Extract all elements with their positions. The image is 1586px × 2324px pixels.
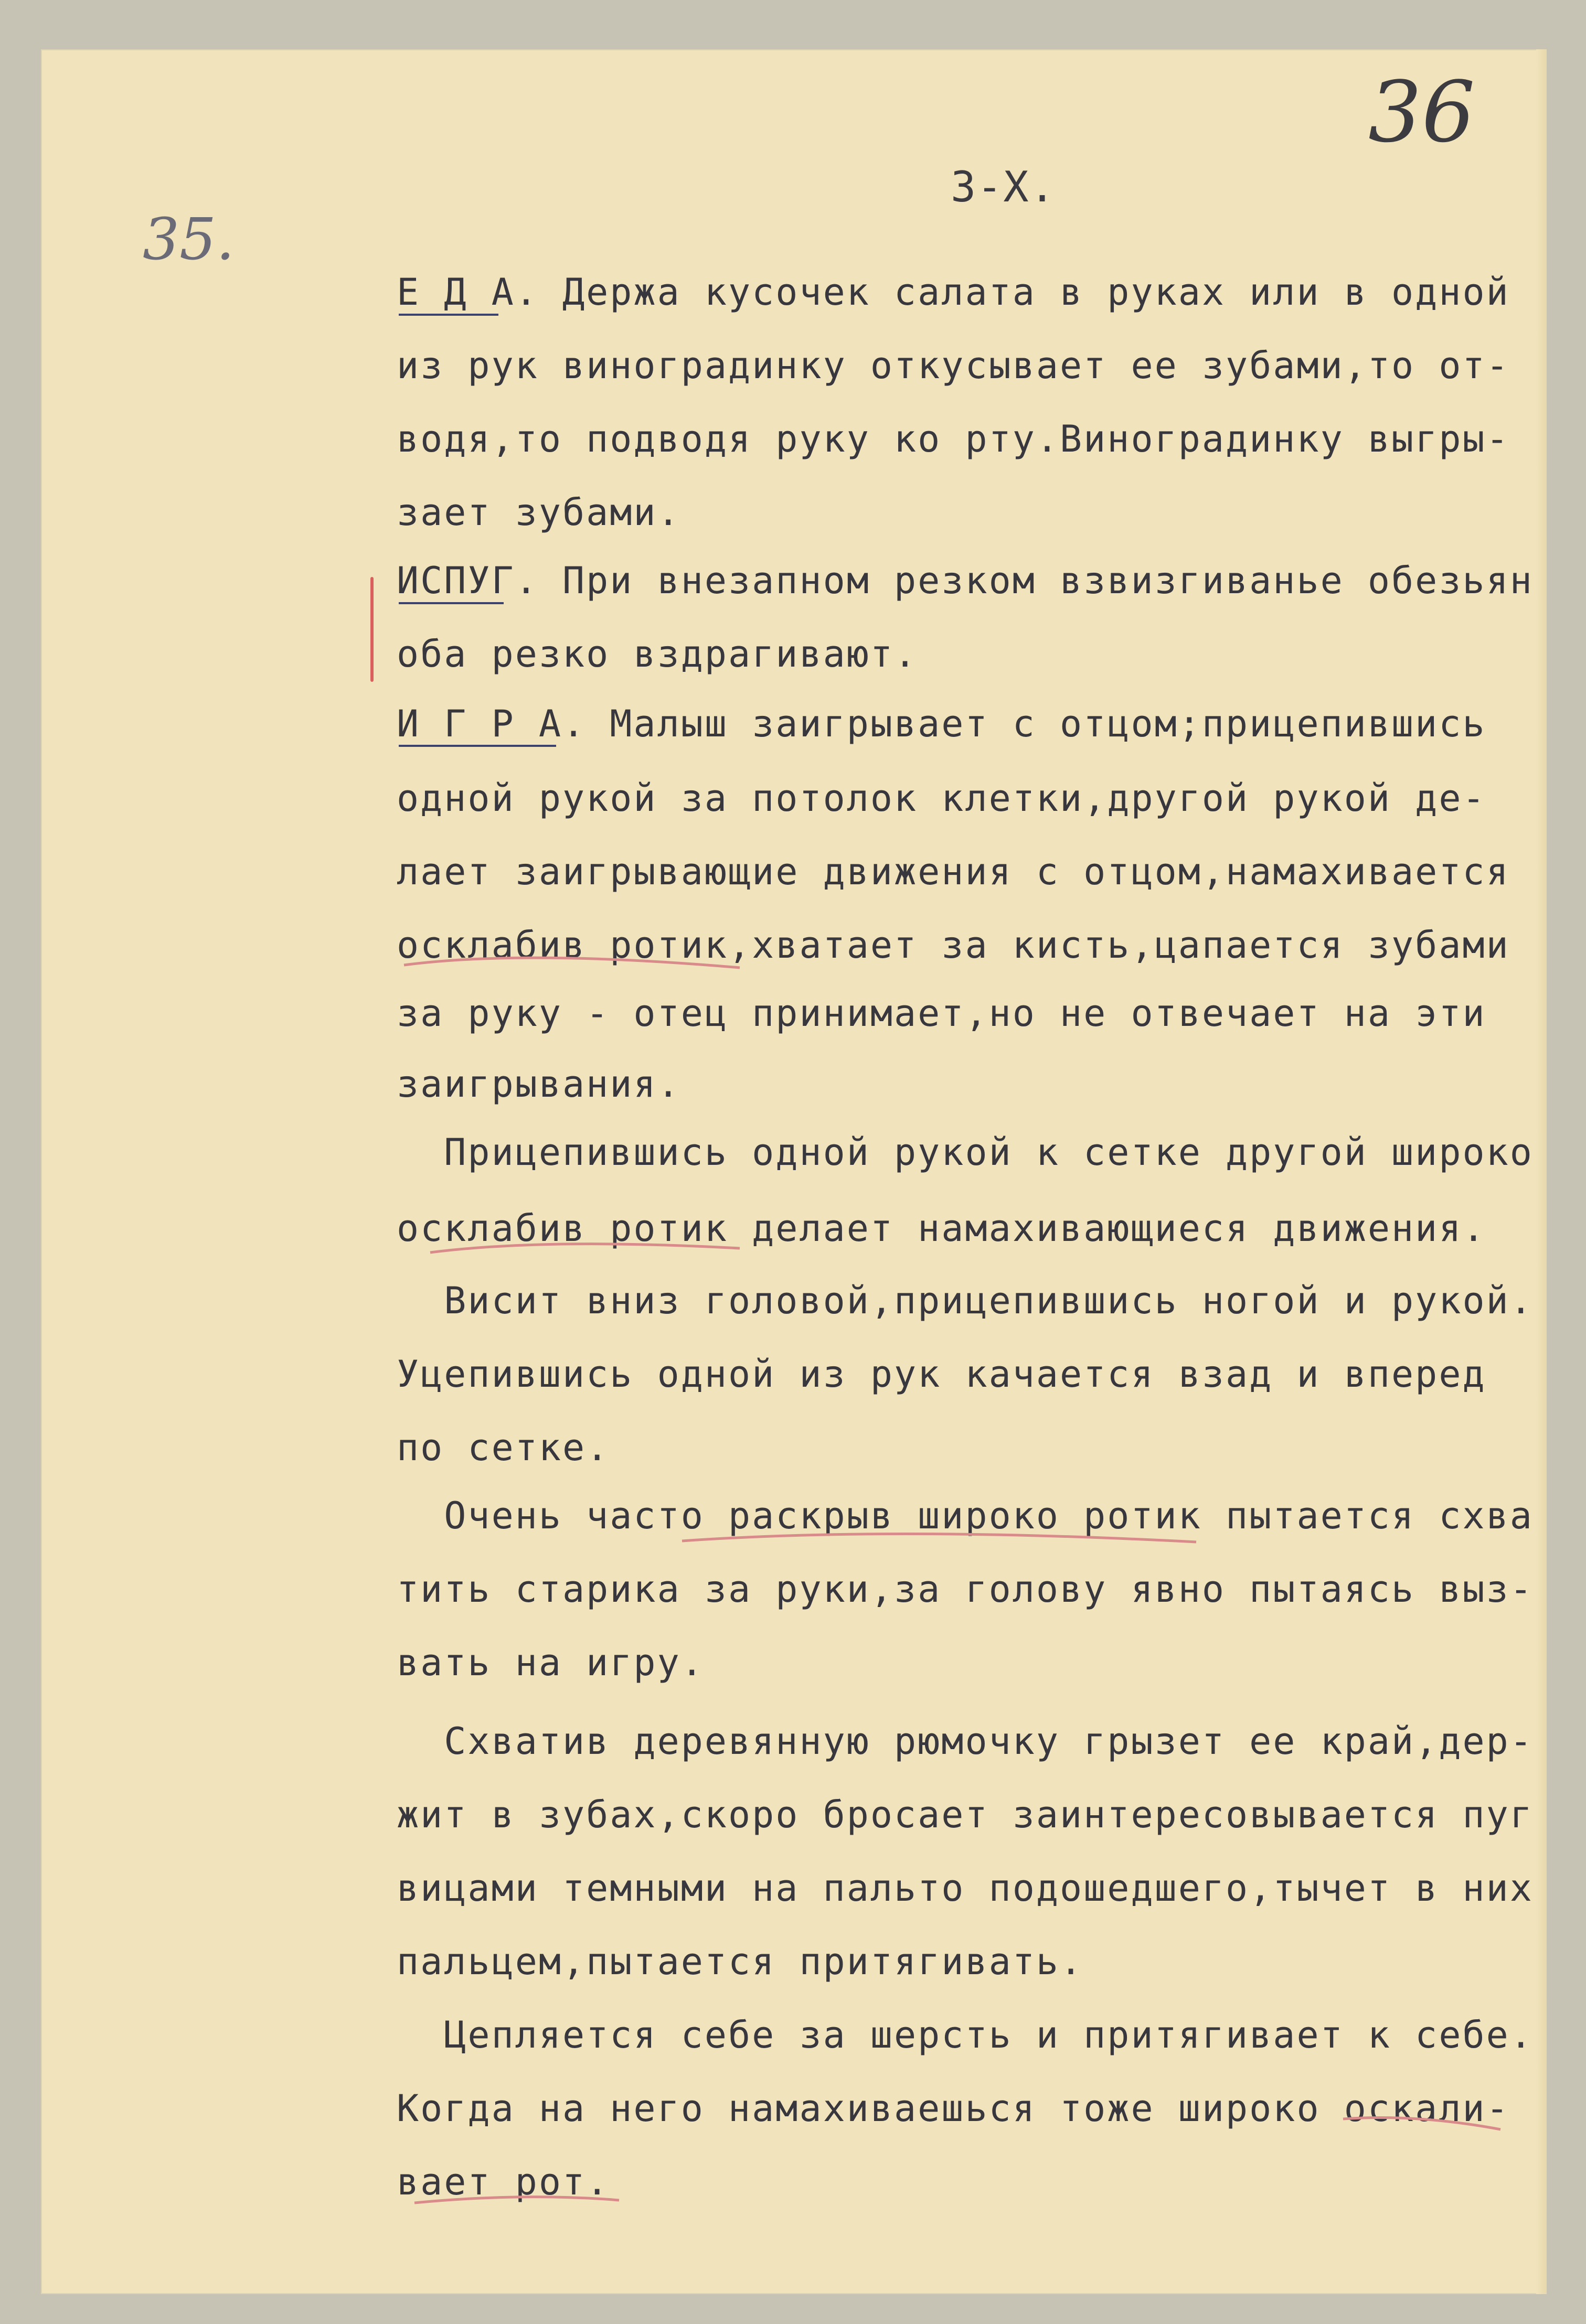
text-line: за руку - отец принимает,но не отвечает на эти xyxy=(397,992,1486,1035)
margin-mark xyxy=(370,577,374,682)
text-line: Очень часто раскрыв широко ротик пытается схва xyxy=(397,1494,1534,1537)
text-line: Прицепившись одной рукой к сетке другой широко xyxy=(397,1131,1534,1174)
text-line: пальцем,пытается притягивать. xyxy=(397,1940,1084,1983)
text-line: осклабив ротик делает намахивающиеся движения. xyxy=(397,1207,1486,1250)
text-line: оба резко вздрагивают. xyxy=(397,633,918,676)
text-line: Цепляется себе за шерсть и притягивает к себе. xyxy=(397,2014,1534,2057)
text-line: жит в зубах,скоро бросает заинтересовывается пуг xyxy=(397,1793,1534,1836)
text-line: осклабив ротик,хватает за кисть,цапается зубами xyxy=(397,924,1510,967)
text-line: И Г Р А. Малыш заигрывает с отцом;прицепившись xyxy=(397,702,1486,745)
text-line: из рук виноградинку откусывает ее зубами,то от- xyxy=(397,344,1510,387)
text-line: заигрывания. xyxy=(397,1063,681,1106)
archive-folio-number: 36 xyxy=(1368,63,1475,161)
text-line: Схватив деревянную рюмочку грызет ее край,дер- xyxy=(397,1720,1534,1763)
text-line: одной рукой за потолок клетки,другой рукой де- xyxy=(397,777,1486,820)
text-line: по сетке. xyxy=(397,1426,610,1469)
text-line: вицами темными на пальто подошедшего,тычет в них xyxy=(397,1867,1534,1910)
text-line: вает рот. xyxy=(397,2160,610,2203)
text-line: лает заигрывающие движения с отцом,намахивается xyxy=(397,850,1510,893)
crossed-folio-number: 35. xyxy=(143,206,235,273)
text-line: Е Д А. Держа кусочек салата в руках или в одной xyxy=(397,271,1510,314)
text-line: водя,то подводя руку ко рту.Виноградинку выгры- xyxy=(397,417,1510,460)
text-line: Висит вниз головой,прицепившись ногой и рукой. xyxy=(397,1279,1534,1322)
text-line: ИСПУГ. При внезапном резком взвизгиванье обезьян xyxy=(397,559,1534,602)
text-line: Уцепившись одной из рук качается взад и вперед xyxy=(397,1353,1486,1396)
text-line: тить старика за руки,за голову явно пытаясь выз- xyxy=(397,1568,1534,1611)
page-heading: 3-X. xyxy=(951,163,1056,211)
page-edge xyxy=(1536,49,1547,2294)
text-line: Когда на него намахиваешься тоже широко оскали- xyxy=(397,2087,1510,2130)
text-line: вать на игру. xyxy=(397,1641,705,1684)
text-line: зает зубами. xyxy=(397,491,681,534)
